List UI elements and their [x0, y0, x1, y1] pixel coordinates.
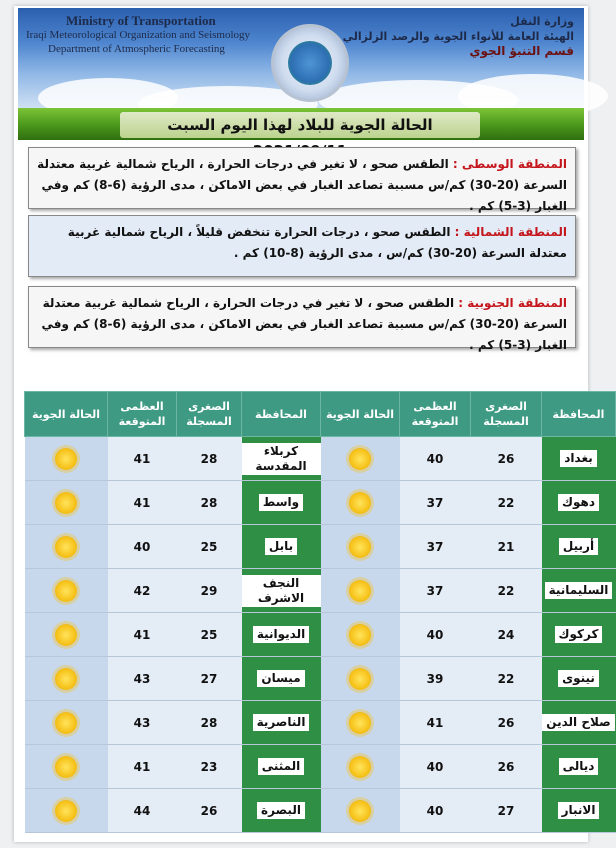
arabic-header	[343, 14, 574, 59]
weather-cell	[25, 613, 108, 657]
forecast-table	[24, 391, 616, 833]
min-temp-cell: 26	[471, 437, 542, 481]
min-temp-cell: 26	[471, 701, 542, 745]
min-temp-cell: 25	[177, 613, 242, 657]
governorate-cell	[242, 745, 321, 789]
sun-icon	[55, 492, 77, 514]
weather-cell	[25, 525, 108, 569]
region-text: الطقس صحو ، لا تغير في درجات الحرارة ، الرياح شمالية غربية معتدلة السرعة (20-30) كم/س مسببة تصاعد الغبار في بعض الاماكن ، مدى الرؤية (6-8) كم وفي الغبار (3-5) كم .	[41, 296, 567, 352]
governorate-cell	[242, 481, 321, 525]
organization-name: Iraqi Meteorological Organization and Seismology	[26, 29, 251, 41]
sun-icon	[55, 624, 77, 646]
sun-icon	[55, 536, 77, 558]
min-temp-cell: 27	[177, 657, 242, 701]
ministry-name: Ministry of Transportation	[66, 13, 216, 28]
header-min: الصغرى المسجلة	[177, 392, 242, 437]
governorate-cell	[242, 613, 321, 657]
weather-cell	[321, 525, 400, 569]
weather-cell	[25, 657, 108, 701]
governorate-name: النجف الاشرف	[242, 575, 321, 607]
sun-icon	[55, 668, 77, 690]
governorate-name: ديالى	[559, 758, 599, 775]
governorate-name: واسط	[259, 494, 303, 511]
governorate-cell	[542, 701, 616, 745]
header-weather: الحالة الجوية	[25, 392, 108, 437]
governorate-name: الديوانية	[253, 626, 309, 643]
table-row	[25, 745, 616, 789]
min-temp-cell: 22	[471, 569, 542, 613]
header-max: العظمى المتوقعة	[400, 392, 471, 437]
sun-icon	[349, 492, 371, 514]
sun-icon	[55, 580, 77, 602]
weather-cell	[25, 437, 108, 481]
max-temp-cell: 43	[108, 657, 177, 701]
min-temp-cell: 23	[177, 745, 242, 789]
sun-icon	[349, 756, 371, 778]
min-temp-cell: 29	[177, 569, 242, 613]
governorate-name: الناصرية	[253, 714, 310, 731]
max-temp-cell: 39	[400, 657, 471, 701]
governorate-cell	[542, 525, 616, 569]
header-governorate: المحافظة	[542, 392, 616, 437]
weather-cell	[321, 701, 400, 745]
sun-icon	[55, 712, 77, 734]
table-row	[25, 701, 616, 745]
max-temp-cell: 42	[108, 569, 177, 613]
weather-cell	[321, 481, 400, 525]
region-text: الطقس صحو ، لا تغير في درجات الحرارة ، الرياح شمالية غربية معتدلة السرعة (20-30) كم/س مسببة تصاعد الغبار في بعض الاماكن ، مدى الرؤية (6-8) كم وفي الغبار (3-5) كم .	[37, 157, 567, 213]
min-temp-cell: 22	[471, 657, 542, 701]
region-north	[28, 215, 576, 277]
min-temp-cell: 21	[471, 525, 542, 569]
governorate-name: ميسان	[257, 670, 304, 687]
header-max: العظمى المتوقعة	[108, 392, 177, 437]
governorate-cell	[542, 657, 616, 701]
region-text: الطقس صحو ، درجات الحرارة تنخفض قليلاً ، الرياح شمالية غربية معتدلة السرعة (20-30) كم/س ، مدى الرؤية (8-10) كم .	[67, 225, 567, 260]
region-label: المنطقة الشمالية :	[454, 225, 567, 239]
department-name: Department of Atmospheric Forecasting	[48, 43, 225, 55]
max-temp-cell: 41	[400, 701, 471, 745]
max-temp-cell: 41	[108, 437, 177, 481]
governorate-cell	[242, 657, 321, 701]
min-temp-cell: 22	[471, 481, 542, 525]
weather-cell	[321, 437, 400, 481]
governorate-name: كركوك	[555, 626, 603, 643]
weather-cell	[25, 789, 108, 833]
min-temp-cell: 27	[471, 789, 542, 833]
max-temp-cell: 41	[108, 481, 177, 525]
governorate-cell	[242, 789, 321, 833]
globe-icon	[288, 41, 332, 85]
table-row	[25, 437, 616, 481]
organization-logo	[271, 24, 349, 102]
governorate-cell	[542, 481, 616, 525]
department-name-ar: قسم التنبؤ الجوي	[469, 44, 574, 58]
english-header	[26, 14, 250, 56]
weather-cell	[25, 745, 108, 789]
sun-icon	[55, 448, 77, 470]
header-min: الصغرى المسجلة	[471, 392, 542, 437]
governorate-name: دهوك	[558, 494, 599, 511]
weather-cell	[25, 481, 108, 525]
governorate-cell	[242, 701, 321, 745]
min-temp-cell: 25	[177, 525, 242, 569]
governorate-cell	[542, 569, 616, 613]
table-row	[25, 481, 616, 525]
region-south	[28, 286, 576, 352]
min-temp-cell: 26	[471, 745, 542, 789]
governorate-name: كربلاء المقدسة	[242, 443, 321, 475]
region-central	[28, 147, 576, 213]
max-temp-cell: 40	[108, 525, 177, 569]
max-temp-cell: 37	[400, 481, 471, 525]
governorate-name: صلاح الدين	[542, 714, 614, 731]
sun-icon	[349, 448, 371, 470]
table-header-row	[25, 392, 616, 437]
sun-icon	[349, 624, 371, 646]
header-banner	[18, 8, 584, 108]
max-temp-cell: 41	[108, 745, 177, 789]
governorate-name: بغداد	[560, 450, 596, 467]
governorate-cell	[242, 569, 321, 613]
region-label: المنطقة الوسطى :	[452, 157, 567, 171]
governorate-cell	[242, 437, 321, 481]
weather-cell	[321, 657, 400, 701]
region-label: المنطقة الجنوبية :	[458, 296, 567, 310]
sun-icon	[55, 756, 77, 778]
weather-cell	[25, 701, 108, 745]
sun-icon	[55, 800, 77, 822]
governorate-name: أربيل	[559, 538, 598, 555]
max-temp-cell: 37	[400, 569, 471, 613]
table-row	[25, 657, 616, 701]
weather-cell	[25, 569, 108, 613]
min-temp-cell: 24	[471, 613, 542, 657]
table-row	[25, 525, 616, 569]
sun-icon	[349, 580, 371, 602]
governorate-name: بابل	[265, 538, 297, 555]
min-temp-cell: 28	[177, 437, 242, 481]
table-row	[25, 569, 616, 613]
governorate-cell	[542, 613, 616, 657]
governorate-name: البصرة	[257, 802, 305, 819]
governorate-cell	[542, 789, 616, 833]
organization-name-ar: الهيئة العامة للأنواء الجوية والرصد الزلزالي	[342, 30, 574, 43]
header-weather: الحالة الجوية	[321, 392, 400, 437]
max-temp-cell: 44	[108, 789, 177, 833]
table-row	[25, 789, 616, 833]
max-temp-cell: 41	[108, 613, 177, 657]
governorate-cell	[242, 525, 321, 569]
table-row	[25, 613, 616, 657]
governorate-name: الانبار	[558, 802, 600, 819]
header-governorate: المحافظة	[242, 392, 321, 437]
weather-cell	[321, 789, 400, 833]
weather-cell	[321, 569, 400, 613]
min-temp-cell: 28	[177, 701, 242, 745]
governorate-cell	[542, 745, 616, 789]
weather-cell	[321, 745, 400, 789]
max-temp-cell: 40	[400, 745, 471, 789]
max-temp-cell: 40	[400, 789, 471, 833]
min-temp-cell: 26	[177, 789, 242, 833]
max-temp-cell: 37	[400, 525, 471, 569]
max-temp-cell: 40	[400, 437, 471, 481]
sun-icon	[349, 668, 371, 690]
governorate-cell	[542, 437, 616, 481]
max-temp-cell: 43	[108, 701, 177, 745]
ministry-name-ar: وزارة النقل	[510, 15, 574, 28]
governorate-name: المثنى	[258, 758, 305, 775]
sun-icon	[349, 536, 371, 558]
governorate-name: السليمانية	[545, 582, 613, 599]
table-body	[25, 437, 616, 833]
governorate-name: نينوى	[558, 670, 599, 687]
min-temp-cell: 28	[177, 481, 242, 525]
sun-icon	[349, 800, 371, 822]
sun-icon	[349, 712, 371, 734]
date-title: الحالة الجوية للبلاد لهذا اليوم السبت	[120, 112, 480, 138]
max-temp-cell: 40	[400, 613, 471, 657]
weather-cell	[321, 613, 400, 657]
